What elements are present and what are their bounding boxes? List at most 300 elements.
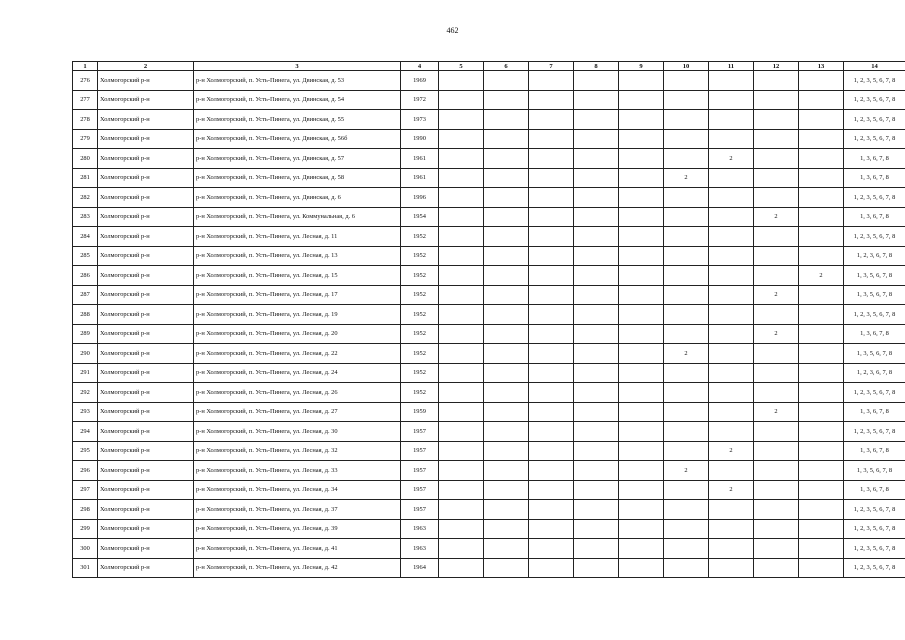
flag-cell-col-11: [709, 519, 754, 539]
flag-cell-col-10: [664, 519, 709, 539]
flag-cell-col-8: [574, 402, 619, 422]
flag-cell-col-10: [664, 207, 709, 227]
flag-cell-col-5: [439, 539, 484, 559]
year-cell: 1952: [401, 227, 439, 247]
flag-cell-col-7: [529, 110, 574, 130]
flag-cell-col-9: [619, 188, 664, 208]
flag-cell-col-13: [799, 558, 844, 578]
flag-cell-col-13: [799, 110, 844, 130]
flag-cell-col-13: [799, 324, 844, 344]
codes-cell: 1, 3, 5, 6, 7, 8: [844, 344, 905, 364]
flag-cell-col-8: [574, 266, 619, 286]
flag-cell-col-13: [799, 383, 844, 403]
codes-cell: 1, 2, 3, 5, 6, 7, 8: [844, 539, 905, 559]
codes-cell: 1, 3, 5, 6, 7, 8: [844, 285, 905, 305]
flag-cell-col-8: [574, 188, 619, 208]
row-number: 301: [73, 558, 98, 578]
registry-table: [72, 61, 905, 578]
flag-cell-col-10: [664, 383, 709, 403]
flag-cell-col-6: [484, 519, 529, 539]
address-cell: р-н Холмогорский, п. Усть-Пинега, ул. Двинская, д. 56б: [194, 129, 401, 149]
year-cell: 1959: [401, 402, 439, 422]
flag-cell-col-9: [619, 402, 664, 422]
table-row: [73, 402, 905, 422]
year-cell: 1954: [401, 207, 439, 227]
flag-cell-col-8: [574, 110, 619, 130]
flag-cell-col-8: [574, 558, 619, 578]
district-cell: Холмогорский р-н: [98, 461, 194, 481]
address-cell: р-н Холмогорский, п. Усть-Пинега, ул. Лесная, д. 37: [194, 500, 401, 520]
column-header-9: 9: [619, 62, 664, 71]
flag-cell-col-5: [439, 383, 484, 403]
flag-cell-col-13: [799, 422, 844, 442]
year-cell: 1957: [401, 441, 439, 461]
flag-cell-col-8: [574, 539, 619, 559]
codes-cell: 1, 2, 3, 5, 6, 7, 8: [844, 90, 905, 110]
flag-cell-col-5: [439, 519, 484, 539]
flag-cell-col-11: [709, 324, 754, 344]
flag-cell-col-13: [799, 539, 844, 559]
row-number: 290: [73, 344, 98, 364]
flag-cell-col-11: 2: [709, 480, 754, 500]
address-cell: р-н Холмогорский, п. Усть-Пинега, ул. Двинская, д. 54: [194, 90, 401, 110]
year-cell: 1961: [401, 149, 439, 169]
flag-cell-col-5: [439, 110, 484, 130]
flag-cell-col-6: [484, 71, 529, 91]
flag-cell-col-8: [574, 71, 619, 91]
flag-cell-col-10: [664, 110, 709, 130]
address-cell: р-н Холмогорский, п. Усть-Пинега, ул. Двинская, д. 6: [194, 188, 401, 208]
district-cell: Холмогорский р-н: [98, 71, 194, 91]
table-row: [73, 422, 905, 442]
column-header-12: 12: [754, 62, 799, 71]
year-cell: 1990: [401, 129, 439, 149]
flag-cell-col-11: [709, 500, 754, 520]
flag-cell-col-8: [574, 383, 619, 403]
row-number: 297: [73, 480, 98, 500]
flag-cell-col-10: [664, 227, 709, 247]
flag-cell-col-5: [439, 305, 484, 325]
codes-cell: 1, 3, 6, 7, 8: [844, 402, 905, 422]
table-row: [73, 188, 905, 208]
table-row: [73, 324, 905, 344]
flag-cell-col-9: [619, 461, 664, 481]
flag-cell-col-5: [439, 461, 484, 481]
codes-cell: 1, 3, 5, 6, 7, 8: [844, 266, 905, 286]
table-row: [73, 539, 905, 559]
flag-cell-col-8: [574, 90, 619, 110]
flag-cell-col-13: [799, 363, 844, 383]
flag-cell-col-9: [619, 363, 664, 383]
table-body: [73, 71, 905, 578]
flag-cell-col-6: [484, 149, 529, 169]
flag-cell-col-12: [754, 383, 799, 403]
flag-cell-col-9: [619, 558, 664, 578]
year-cell: 1952: [401, 324, 439, 344]
address-cell: р-н Холмогорский, п. Усть-Пинега, ул. Лесная, д. 32: [194, 441, 401, 461]
year-cell: 1961: [401, 168, 439, 188]
row-number: 293: [73, 402, 98, 422]
flag-cell-col-6: [484, 305, 529, 325]
table-row: [73, 246, 905, 266]
district-cell: Холмогорский р-н: [98, 402, 194, 422]
codes-cell: 1, 2, 3, 5, 6, 7, 8: [844, 129, 905, 149]
table-row: [73, 305, 905, 325]
address-cell: р-н Холмогорский, п. Усть-Пинега, ул. Двинская, д. 58: [194, 168, 401, 188]
flag-cell-col-9: [619, 539, 664, 559]
flag-cell-col-12: [754, 71, 799, 91]
flag-cell-col-10: [664, 129, 709, 149]
flag-cell-col-7: [529, 344, 574, 364]
year-cell: 1952: [401, 383, 439, 403]
flag-cell-col-9: [619, 422, 664, 442]
flag-cell-col-11: [709, 266, 754, 286]
row-number: 284: [73, 227, 98, 247]
address-cell: р-н Холмогорский, п. Усть-Пинега, ул. Лесная, д. 15: [194, 266, 401, 286]
flag-cell-col-7: [529, 441, 574, 461]
district-cell: Холмогорский р-н: [98, 441, 194, 461]
flag-cell-col-10: [664, 305, 709, 325]
flag-cell-col-13: [799, 90, 844, 110]
row-number: 289: [73, 324, 98, 344]
flag-cell-col-6: [484, 188, 529, 208]
table-row: [73, 227, 905, 247]
flag-cell-col-5: [439, 441, 484, 461]
row-number: 280: [73, 149, 98, 169]
column-header-13: 13: [799, 62, 844, 71]
flag-cell-col-13: [799, 402, 844, 422]
flag-cell-col-13: [799, 441, 844, 461]
table-row: [73, 285, 905, 305]
year-cell: 1964: [401, 558, 439, 578]
year-cell: 1952: [401, 285, 439, 305]
address-cell: р-н Холмогорский, п. Усть-Пинега, ул. Лесная, д. 33: [194, 461, 401, 481]
flag-cell-col-12: [754, 246, 799, 266]
flag-cell-col-6: [484, 441, 529, 461]
year-cell: 1963: [401, 519, 439, 539]
flag-cell-col-12: [754, 519, 799, 539]
row-number: 295: [73, 441, 98, 461]
district-cell: Холмогорский р-н: [98, 227, 194, 247]
table-row: [73, 110, 905, 130]
table-row: [73, 500, 905, 520]
flag-cell-col-8: [574, 149, 619, 169]
flag-cell-col-11: 2: [709, 149, 754, 169]
flag-cell-col-9: [619, 266, 664, 286]
flag-cell-col-10: [664, 441, 709, 461]
flag-cell-col-7: [529, 519, 574, 539]
flag-cell-col-6: [484, 227, 529, 247]
flag-cell-col-11: [709, 305, 754, 325]
flag-cell-col-9: [619, 90, 664, 110]
flag-cell-col-12: 2: [754, 402, 799, 422]
codes-cell: 1, 3, 6, 7, 8: [844, 324, 905, 344]
codes-cell: 1, 2, 3, 5, 6, 7, 8: [844, 71, 905, 91]
flag-cell-col-10: [664, 402, 709, 422]
table-row: [73, 129, 905, 149]
flag-cell-col-9: [619, 168, 664, 188]
flag-cell-col-9: [619, 305, 664, 325]
district-cell: Холмогорский р-н: [98, 324, 194, 344]
codes-cell: 1, 2, 3, 5, 6, 7, 8: [844, 110, 905, 130]
table-row: [73, 168, 905, 188]
flag-cell-col-11: [709, 227, 754, 247]
flag-cell-col-13: [799, 461, 844, 481]
flag-cell-col-6: [484, 402, 529, 422]
year-cell: 1972: [401, 90, 439, 110]
column-header-8: 8: [574, 62, 619, 71]
flag-cell-col-7: [529, 207, 574, 227]
flag-cell-col-8: [574, 207, 619, 227]
flag-cell-col-5: [439, 480, 484, 500]
flag-cell-col-13: [799, 188, 844, 208]
address-cell: р-н Холмогорский, п. Усть-Пинега, ул. Лесная, д. 26: [194, 383, 401, 403]
flag-cell-col-8: [574, 344, 619, 364]
flag-cell-col-13: [799, 344, 844, 364]
table-row: [73, 149, 905, 169]
flag-cell-col-11: [709, 422, 754, 442]
flag-cell-col-11: [709, 246, 754, 266]
flag-cell-col-5: [439, 500, 484, 520]
flag-cell-col-13: [799, 519, 844, 539]
district-cell: Холмогорский р-н: [98, 90, 194, 110]
header-row: [73, 62, 905, 71]
flag-cell-col-7: [529, 324, 574, 344]
flag-cell-col-5: [439, 149, 484, 169]
district-cell: Холмогорский р-н: [98, 168, 194, 188]
address-cell: р-н Холмогорский, п. Усть-Пинега, ул. Лесная, д. 30: [194, 422, 401, 442]
flag-cell-col-12: [754, 129, 799, 149]
district-cell: Холмогорский р-н: [98, 480, 194, 500]
flag-cell-col-6: [484, 344, 529, 364]
codes-cell: 1, 3, 6, 7, 8: [844, 207, 905, 227]
flag-cell-col-10: [664, 90, 709, 110]
district-cell: Холмогорский р-н: [98, 110, 194, 130]
page-number: 462: [446, 26, 459, 35]
flag-cell-col-13: [799, 305, 844, 325]
address-cell: р-н Холмогорский, п. Усть-Пинега, ул. Двинская, д. 53: [194, 71, 401, 91]
address-cell: р-н Холмогорский, п. Усть-Пинега, ул. Лесная, д. 17: [194, 285, 401, 305]
flag-cell-col-7: [529, 383, 574, 403]
flag-cell-col-11: [709, 558, 754, 578]
row-number: 279: [73, 129, 98, 149]
column-header-11: 11: [709, 62, 754, 71]
flag-cell-col-12: [754, 227, 799, 247]
codes-cell: 1, 3, 5, 6, 7, 8: [844, 461, 905, 481]
flag-cell-col-13: [799, 500, 844, 520]
flag-cell-col-6: [484, 461, 529, 481]
district-cell: Холмогорский р-н: [98, 188, 194, 208]
year-cell: 1957: [401, 500, 439, 520]
flag-cell-col-8: [574, 227, 619, 247]
year-cell: 1963: [401, 539, 439, 559]
year-cell: 1952: [401, 246, 439, 266]
flag-cell-col-13: [799, 129, 844, 149]
flag-cell-col-7: [529, 168, 574, 188]
flag-cell-col-7: [529, 285, 574, 305]
flag-cell-col-7: [529, 539, 574, 559]
row-number: 281: [73, 168, 98, 188]
district-cell: Холмогорский р-н: [98, 149, 194, 169]
flag-cell-col-12: [754, 480, 799, 500]
flag-cell-col-5: [439, 129, 484, 149]
address-cell: р-н Холмогорский, п. Усть-Пинега, ул. Лесная, д. 24: [194, 363, 401, 383]
flag-cell-col-7: [529, 188, 574, 208]
flag-cell-col-8: [574, 461, 619, 481]
row-number: 283: [73, 207, 98, 227]
table-row: [73, 90, 905, 110]
flag-cell-col-6: [484, 422, 529, 442]
codes-cell: 1, 3, 6, 7, 8: [844, 168, 905, 188]
district-cell: Холмогорский р-н: [98, 363, 194, 383]
flag-cell-col-8: [574, 422, 619, 442]
row-number: 291: [73, 363, 98, 383]
flag-cell-col-10: [664, 149, 709, 169]
flag-cell-col-13: [799, 168, 844, 188]
flag-cell-col-9: [619, 519, 664, 539]
flag-cell-col-7: [529, 149, 574, 169]
district-cell: Холмогорский р-н: [98, 246, 194, 266]
flag-cell-col-5: [439, 246, 484, 266]
flag-cell-col-10: [664, 246, 709, 266]
flag-cell-col-9: [619, 246, 664, 266]
flag-cell-col-10: [664, 558, 709, 578]
flag-cell-col-12: 2: [754, 324, 799, 344]
table-row: [73, 207, 905, 227]
flag-cell-col-10: [664, 363, 709, 383]
flag-cell-col-13: [799, 246, 844, 266]
flag-cell-col-10: [664, 500, 709, 520]
flag-cell-col-5: [439, 168, 484, 188]
codes-cell: 1, 2, 3, 5, 6, 7, 8: [844, 422, 905, 442]
flag-cell-col-11: [709, 188, 754, 208]
flag-cell-col-6: [484, 558, 529, 578]
flag-cell-col-12: [754, 266, 799, 286]
flag-cell-col-10: 2: [664, 168, 709, 188]
flag-cell-col-6: [484, 207, 529, 227]
flag-cell-col-7: [529, 305, 574, 325]
flag-cell-col-5: [439, 227, 484, 247]
year-cell: 1952: [401, 305, 439, 325]
flag-cell-col-13: [799, 227, 844, 247]
row-number: 299: [73, 519, 98, 539]
flag-cell-col-13: [799, 149, 844, 169]
row-number: 294: [73, 422, 98, 442]
codes-cell: 1, 3, 6, 7, 8: [844, 149, 905, 169]
flag-cell-col-10: [664, 539, 709, 559]
year-cell: 1973: [401, 110, 439, 130]
year-cell: 1952: [401, 344, 439, 364]
district-cell: Холмогорский р-н: [98, 266, 194, 286]
flag-cell-col-7: [529, 558, 574, 578]
row-number: 292: [73, 383, 98, 403]
flag-cell-col-12: [754, 305, 799, 325]
district-cell: Холмогорский р-н: [98, 558, 194, 578]
flag-cell-col-12: [754, 558, 799, 578]
flag-cell-col-6: [484, 383, 529, 403]
flag-cell-col-11: [709, 461, 754, 481]
flag-cell-col-11: [709, 71, 754, 91]
flag-cell-col-7: [529, 422, 574, 442]
flag-cell-col-6: [484, 168, 529, 188]
district-cell: Холмогорский р-н: [98, 344, 194, 364]
flag-cell-col-6: [484, 129, 529, 149]
flag-cell-col-6: [484, 363, 529, 383]
address-cell: р-н Холмогорский, п. Усть-Пинега, ул. Лесная, д. 41: [194, 539, 401, 559]
district-cell: Холмогорский р-н: [98, 422, 194, 442]
flag-cell-col-11: [709, 129, 754, 149]
column-header-5: 5: [439, 62, 484, 71]
flag-cell-col-12: [754, 110, 799, 130]
flag-cell-col-5: [439, 207, 484, 227]
address-cell: р-н Холмогорский, п. Усть-Пинега, ул. Лесная, д. 42: [194, 558, 401, 578]
flag-cell-col-6: [484, 246, 529, 266]
flag-cell-col-9: [619, 71, 664, 91]
address-cell: р-н Холмогорский, п. Усть-Пинега, ул. Лесная, д. 13: [194, 246, 401, 266]
address-cell: р-н Холмогорский, п. Усть-Пинега, ул. Коммунальная, д. 6: [194, 207, 401, 227]
flag-cell-col-7: [529, 461, 574, 481]
flag-cell-col-5: [439, 402, 484, 422]
codes-cell: 1, 2, 3, 5, 6, 7, 8: [844, 227, 905, 247]
flag-cell-col-7: [529, 363, 574, 383]
codes-cell: 1, 2, 3, 6, 7, 8: [844, 363, 905, 383]
flag-cell-col-8: [574, 305, 619, 325]
flag-cell-col-5: [439, 285, 484, 305]
flag-cell-col-5: [439, 344, 484, 364]
table-row: [73, 266, 905, 286]
address-cell: р-н Холмогорский, п. Усть-Пинега, ул. Лесная, д. 27: [194, 402, 401, 422]
column-header-14: 14: [844, 62, 905, 71]
flag-cell-col-12: [754, 90, 799, 110]
flag-cell-col-8: [574, 363, 619, 383]
flag-cell-col-10: 2: [664, 461, 709, 481]
flag-cell-col-7: [529, 402, 574, 422]
flag-cell-col-12: [754, 461, 799, 481]
flag-cell-col-5: [439, 266, 484, 286]
table-row: [73, 363, 905, 383]
flag-cell-col-12: [754, 344, 799, 364]
flag-cell-col-10: [664, 285, 709, 305]
flag-cell-col-7: [529, 71, 574, 91]
column-header-1: 1: [73, 62, 98, 71]
flag-cell-col-10: [664, 71, 709, 91]
flag-cell-col-6: [484, 324, 529, 344]
flag-cell-col-6: [484, 539, 529, 559]
flag-cell-col-9: [619, 110, 664, 130]
address-cell: р-н Холмогорский, п. Усть-Пинега, ул. Лесная, д. 19: [194, 305, 401, 325]
flag-cell-col-10: 2: [664, 344, 709, 364]
flag-cell-col-12: 2: [754, 285, 799, 305]
flag-cell-col-13: [799, 285, 844, 305]
flag-cell-col-8: [574, 324, 619, 344]
column-header-6: 6: [484, 62, 529, 71]
flag-cell-col-12: [754, 500, 799, 520]
flag-cell-col-12: [754, 422, 799, 442]
district-cell: Холмогорский р-н: [98, 519, 194, 539]
flag-cell-col-11: 2: [709, 441, 754, 461]
flag-cell-col-9: [619, 227, 664, 247]
flag-cell-col-10: [664, 324, 709, 344]
flag-cell-col-5: [439, 324, 484, 344]
row-number: 278: [73, 110, 98, 130]
flag-cell-col-7: [529, 246, 574, 266]
district-cell: Холмогорский р-н: [98, 305, 194, 325]
flag-cell-col-5: [439, 71, 484, 91]
table-row: [73, 461, 905, 481]
codes-cell: 1, 3, 6, 7, 8: [844, 441, 905, 461]
flag-cell-col-11: [709, 90, 754, 110]
flag-cell-col-6: [484, 480, 529, 500]
